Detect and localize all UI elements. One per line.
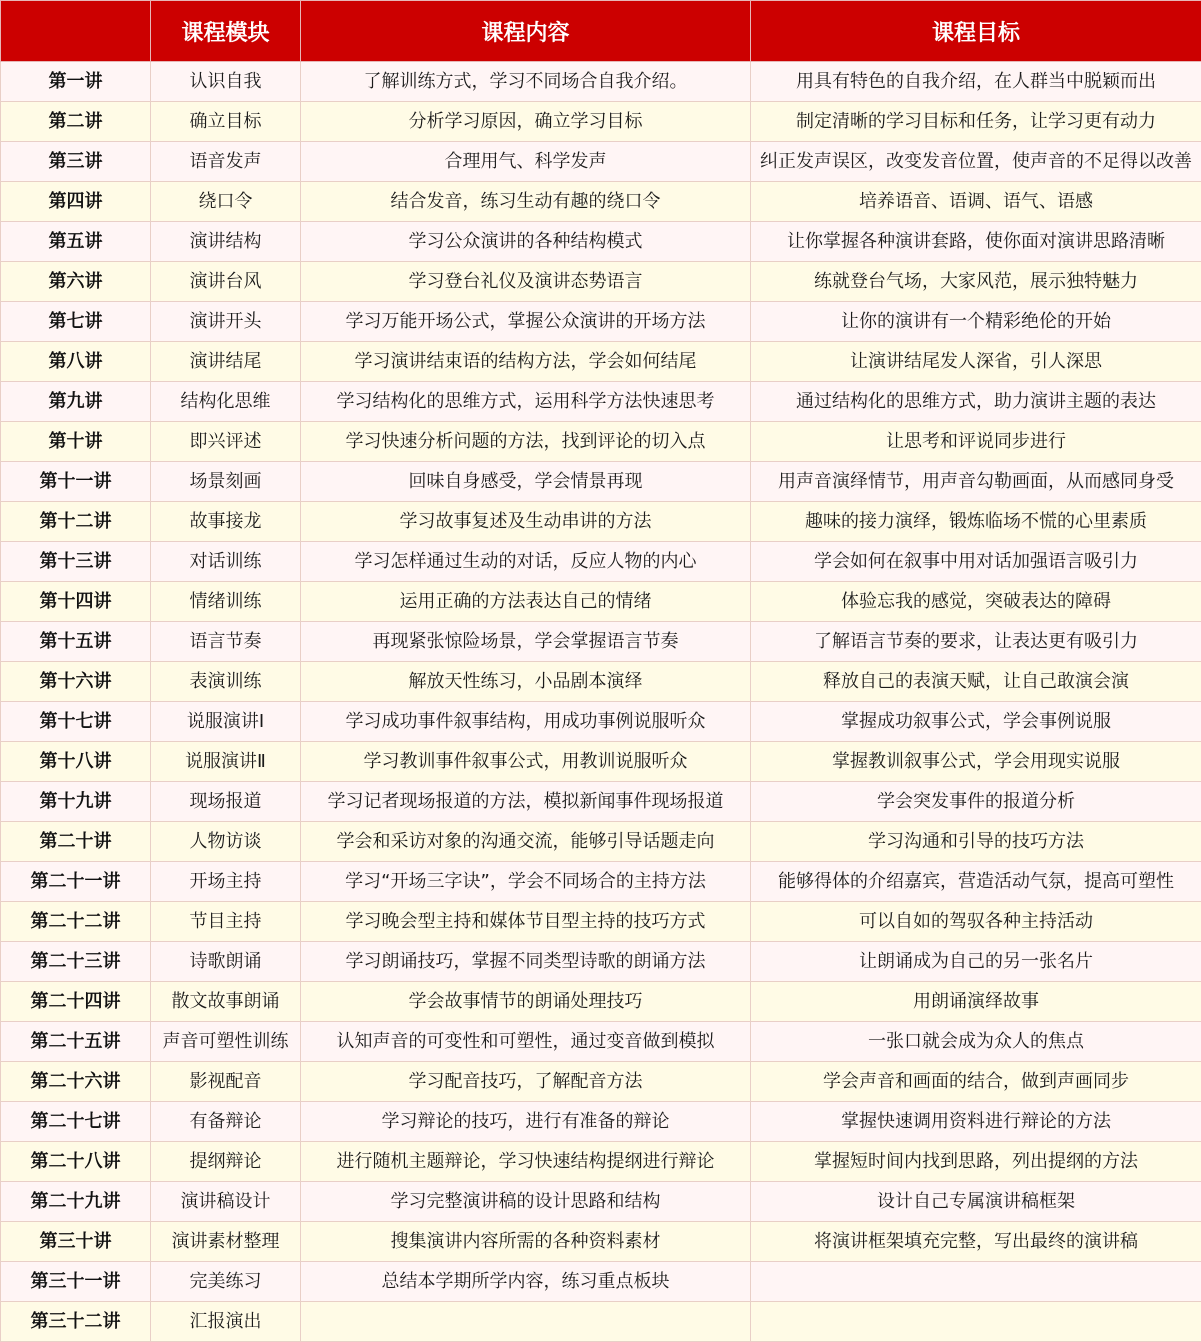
module-cell: 演讲素材整理 <box>151 1222 301 1262</box>
lecture-cell: 第二十七讲 <box>1 1102 151 1142</box>
table-row <box>1 1182 1201 1222</box>
content-cell: 认知声音的可变性和可塑性，通过变音做到模拟 <box>301 1022 751 1062</box>
module-cell: 汇报演出 <box>151 1302 301 1342</box>
content-cell: 学习教训事件叙事公式，用教训说服听众 <box>301 742 751 782</box>
module-cell: 场景刻画 <box>151 462 301 502</box>
goal-cell <box>751 1302 1201 1342</box>
goal-cell: 一张口就会成为众人的焦点 <box>751 1022 1201 1062</box>
module-cell: 现场报道 <box>151 782 301 822</box>
goal-cell: 能够得体的介绍嘉宾，营造活动气氛，提高可塑性 <box>751 862 1201 902</box>
content-cell <box>301 1302 751 1342</box>
module-cell: 说服演讲Ⅱ <box>151 742 301 782</box>
table-row <box>1 1262 1201 1302</box>
lecture-cell: 第二讲 <box>1 102 151 142</box>
lecture-cell: 第二十九讲 <box>1 1182 151 1222</box>
content-cell: 进行随机主题辩论，学习快速结构提纲进行辩论 <box>301 1142 751 1182</box>
module-cell: 确立目标 <box>151 102 301 142</box>
lecture-cell: 第十二讲 <box>1 502 151 542</box>
goal-cell: 纠正发声误区，改变发音位置，使声音的不足得以改善 <box>751 142 1201 182</box>
goal-cell: 让你掌握各种演讲套路，使你面对演讲思路清晰 <box>751 222 1201 262</box>
table-body <box>1 62 1201 1342</box>
module-cell: 对话训练 <box>151 542 301 582</box>
module-cell: 即兴评述 <box>151 422 301 462</box>
content-cell: 运用正确的方法表达自己的情绪 <box>301 582 751 622</box>
content-cell: 再现紧张惊险场景，学会掌握语言节奏 <box>301 622 751 662</box>
goal-cell: 学会声音和画面的结合，做到声画同步 <box>751 1062 1201 1102</box>
table-row <box>1 462 1201 502</box>
table-row <box>1 662 1201 702</box>
goal-cell: 制定清晰的学习目标和任务，让学习更有动力 <box>751 102 1201 142</box>
content-cell: 解放天性练习，小品剧本演绎 <box>301 662 751 702</box>
content-cell: 学习结构化的思维方式，运用科学方法快速思考 <box>301 382 751 422</box>
lecture-cell: 第二十五讲 <box>1 1022 151 1062</box>
content-cell: 学习公众演讲的各种结构模式 <box>301 222 751 262</box>
table-row <box>1 822 1201 862</box>
module-cell: 认识自我 <box>151 62 301 102</box>
goal-cell: 学习沟通和引导的技巧方法 <box>751 822 1201 862</box>
content-cell: 学习怎样通过生动的对话，反应人物的内心 <box>301 542 751 582</box>
table-row <box>1 382 1201 422</box>
module-cell: 情绪训练 <box>151 582 301 622</box>
goal-cell: 掌握成功叙事公式，学会事例说服 <box>751 702 1201 742</box>
lecture-cell: 第三讲 <box>1 142 151 182</box>
content-cell: 学习完整演讲稿的设计思路和结构 <box>301 1182 751 1222</box>
goal-cell: 掌握教训叙事公式，学会用现实说服 <box>751 742 1201 782</box>
lecture-cell: 第二十六讲 <box>1 1062 151 1102</box>
module-cell: 语音发声 <box>151 142 301 182</box>
lecture-cell: 第四讲 <box>1 182 151 222</box>
module-cell: 演讲开头 <box>151 302 301 342</box>
module-cell: 演讲台风 <box>151 262 301 302</box>
content-cell: 学习“开场三字诀”，学会不同场合的主持方法 <box>301 862 751 902</box>
content-cell: 学习记者现场报道的方法，模拟新闻事件现场报道 <box>301 782 751 822</box>
table-row <box>1 1102 1201 1142</box>
table-row <box>1 1062 1201 1102</box>
lecture-cell: 第七讲 <box>1 302 151 342</box>
module-cell: 有备辩论 <box>151 1102 301 1142</box>
table-row <box>1 782 1201 822</box>
lecture-cell: 第二十二讲 <box>1 902 151 942</box>
goal-cell: 练就登台气场，大家风范，展示独特魅力 <box>751 262 1201 302</box>
module-cell: 演讲结尾 <box>151 342 301 382</box>
content-cell: 学会故事情节的朗诵处理技巧 <box>301 982 751 1022</box>
goal-cell: 设计自己专属演讲稿框架 <box>751 1182 1201 1222</box>
table-row <box>1 262 1201 302</box>
goal-cell: 释放自己的表演天赋，让自己敢演会演 <box>751 662 1201 702</box>
module-cell: 人物访谈 <box>151 822 301 862</box>
lecture-cell: 第九讲 <box>1 382 151 422</box>
goal-cell: 可以自如的驾驭各种主持活动 <box>751 902 1201 942</box>
content-cell: 了解训练方式，学习不同场合自我介绍。 <box>301 62 751 102</box>
lecture-cell: 第十七讲 <box>1 702 151 742</box>
goal-cell: 让朗诵成为自己的另一张名片 <box>751 942 1201 982</box>
lecture-cell: 第八讲 <box>1 342 151 382</box>
lecture-cell: 第十八讲 <box>1 742 151 782</box>
module-cell: 影视配音 <box>151 1062 301 1102</box>
goal-cell: 趣味的接力演绎，锻炼临场不慌的心里素质 <box>751 502 1201 542</box>
header-lecture <box>1 1 151 62</box>
header-module: 课程模块 <box>151 1 301 62</box>
lecture-cell: 第三十二讲 <box>1 1302 151 1342</box>
lecture-cell: 第十九讲 <box>1 782 151 822</box>
content-cell: 学习朗诵技巧，掌握不同类型诗歌的朗诵方法 <box>301 942 751 982</box>
module-cell: 演讲稿设计 <box>151 1182 301 1222</box>
goal-cell: 学会如何在叙事中用对话加强语言吸引力 <box>751 542 1201 582</box>
goal-cell: 了解语言节奏的要求，让表达更有吸引力 <box>751 622 1201 662</box>
content-cell: 学习快速分析问题的方法，找到评论的切入点 <box>301 422 751 462</box>
lecture-cell: 第十四讲 <box>1 582 151 622</box>
content-cell: 学习成功事件叙事结构，用成功事例说服听众 <box>301 702 751 742</box>
table-row <box>1 182 1201 222</box>
content-cell: 学习配音技巧，了解配音方法 <box>301 1062 751 1102</box>
table-row <box>1 1142 1201 1182</box>
header-row <box>1 1 1201 62</box>
content-cell: 搜集演讲内容所需的各种资料素材 <box>301 1222 751 1262</box>
goal-cell: 让思考和评说同步进行 <box>751 422 1201 462</box>
goal-cell <box>751 1262 1201 1302</box>
lecture-cell: 第二十讲 <box>1 822 151 862</box>
module-cell: 开场主持 <box>151 862 301 902</box>
lecture-cell: 第二十四讲 <box>1 982 151 1022</box>
content-cell: 总结本学期所学内容，练习重点板块 <box>301 1262 751 1302</box>
goal-cell: 学会突发事件的报道分析 <box>751 782 1201 822</box>
table-row <box>1 902 1201 942</box>
content-cell: 学习辩论的技巧，进行有准备的辩论 <box>301 1102 751 1142</box>
goal-cell: 体验忘我的感觉，突破表达的障碍 <box>751 582 1201 622</box>
lecture-cell: 第二十一讲 <box>1 862 151 902</box>
content-cell: 学会和采访对象的沟通交流，能够引导话题走向 <box>301 822 751 862</box>
table-row <box>1 142 1201 182</box>
lecture-cell: 第十一讲 <box>1 462 151 502</box>
module-cell: 散文故事朗诵 <box>151 982 301 1022</box>
table-row <box>1 222 1201 262</box>
content-cell: 合理用气、科学发声 <box>301 142 751 182</box>
content-cell: 结合发音，练习生动有趣的绕口令 <box>301 182 751 222</box>
module-cell: 绕口令 <box>151 182 301 222</box>
module-cell: 语言节奏 <box>151 622 301 662</box>
module-cell: 提纲辩论 <box>151 1142 301 1182</box>
table-row <box>1 982 1201 1022</box>
content-cell: 学习万能开场公式，掌握公众演讲的开场方法 <box>301 302 751 342</box>
table-row <box>1 942 1201 982</box>
module-cell: 诗歌朗诵 <box>151 942 301 982</box>
content-cell: 回味自身感受，学会情景再现 <box>301 462 751 502</box>
lecture-cell: 第二十八讲 <box>1 1142 151 1182</box>
lecture-cell: 第三十讲 <box>1 1222 151 1262</box>
lecture-cell: 第五讲 <box>1 222 151 262</box>
table-row <box>1 102 1201 142</box>
table-row <box>1 302 1201 342</box>
table-row <box>1 62 1201 102</box>
goal-cell: 用声音演绎情节，用声音勾勒画面，从而感同身受 <box>751 462 1201 502</box>
header-content: 课程内容 <box>301 1 751 62</box>
content-cell: 学习晚会型主持和媒体节目型主持的技巧方式 <box>301 902 751 942</box>
table-row <box>1 342 1201 382</box>
module-cell: 故事接龙 <box>151 502 301 542</box>
lecture-cell: 第十五讲 <box>1 622 151 662</box>
goal-cell: 培养语音、语调、语气、语感 <box>751 182 1201 222</box>
module-cell: 节目主持 <box>151 902 301 942</box>
lecture-cell: 第六讲 <box>1 262 151 302</box>
module-cell: 演讲结构 <box>151 222 301 262</box>
table-row <box>1 622 1201 662</box>
module-cell: 表演训练 <box>151 662 301 702</box>
module-cell: 结构化思维 <box>151 382 301 422</box>
lecture-cell: 第十六讲 <box>1 662 151 702</box>
lecture-cell: 第十讲 <box>1 422 151 462</box>
content-cell: 学习登台礼仪及演讲态势语言 <box>301 262 751 302</box>
table-row <box>1 582 1201 622</box>
table-row <box>1 862 1201 902</box>
goal-cell: 通过结构化的思维方式，助力演讲主题的表达 <box>751 382 1201 422</box>
content-cell: 分析学习原因，确立学习目标 <box>301 102 751 142</box>
module-cell: 完美练习 <box>151 1262 301 1302</box>
goal-cell: 掌握短时间内找到思路，列出提纲的方法 <box>751 1142 1201 1182</box>
lecture-cell: 第三十一讲 <box>1 1262 151 1302</box>
module-cell: 声音可塑性训练 <box>151 1022 301 1062</box>
goal-cell: 让演讲结尾发人深省，引人深思 <box>751 342 1201 382</box>
lecture-cell: 第一讲 <box>1 62 151 102</box>
lecture-cell: 第二十三讲 <box>1 942 151 982</box>
goal-cell: 掌握快速调用资料进行辩论的方法 <box>751 1102 1201 1142</box>
table-row <box>1 1222 1201 1262</box>
goal-cell: 用朗诵演绎故事 <box>751 982 1201 1022</box>
content-cell: 学习故事复述及生动串讲的方法 <box>301 502 751 542</box>
goal-cell: 将演讲框架填充完整，写出最终的演讲稿 <box>751 1222 1201 1262</box>
header-goal: 课程目标 <box>751 1 1201 62</box>
table-row <box>1 1022 1201 1062</box>
table-row <box>1 702 1201 742</box>
table-row <box>1 1302 1201 1342</box>
goal-cell: 用具有特色的自我介绍，在人群当中脱颖而出 <box>751 62 1201 102</box>
goal-cell: 让你的演讲有一个精彩绝伦的开始 <box>751 302 1201 342</box>
lecture-cell: 第十三讲 <box>1 542 151 582</box>
module-cell: 说服演讲Ⅰ <box>151 702 301 742</box>
table-row <box>1 502 1201 542</box>
content-cell: 学习演讲结束语的结构方法，学会如何结尾 <box>301 342 751 382</box>
table-row <box>1 422 1201 462</box>
table-row <box>1 742 1201 782</box>
table-row <box>1 542 1201 582</box>
